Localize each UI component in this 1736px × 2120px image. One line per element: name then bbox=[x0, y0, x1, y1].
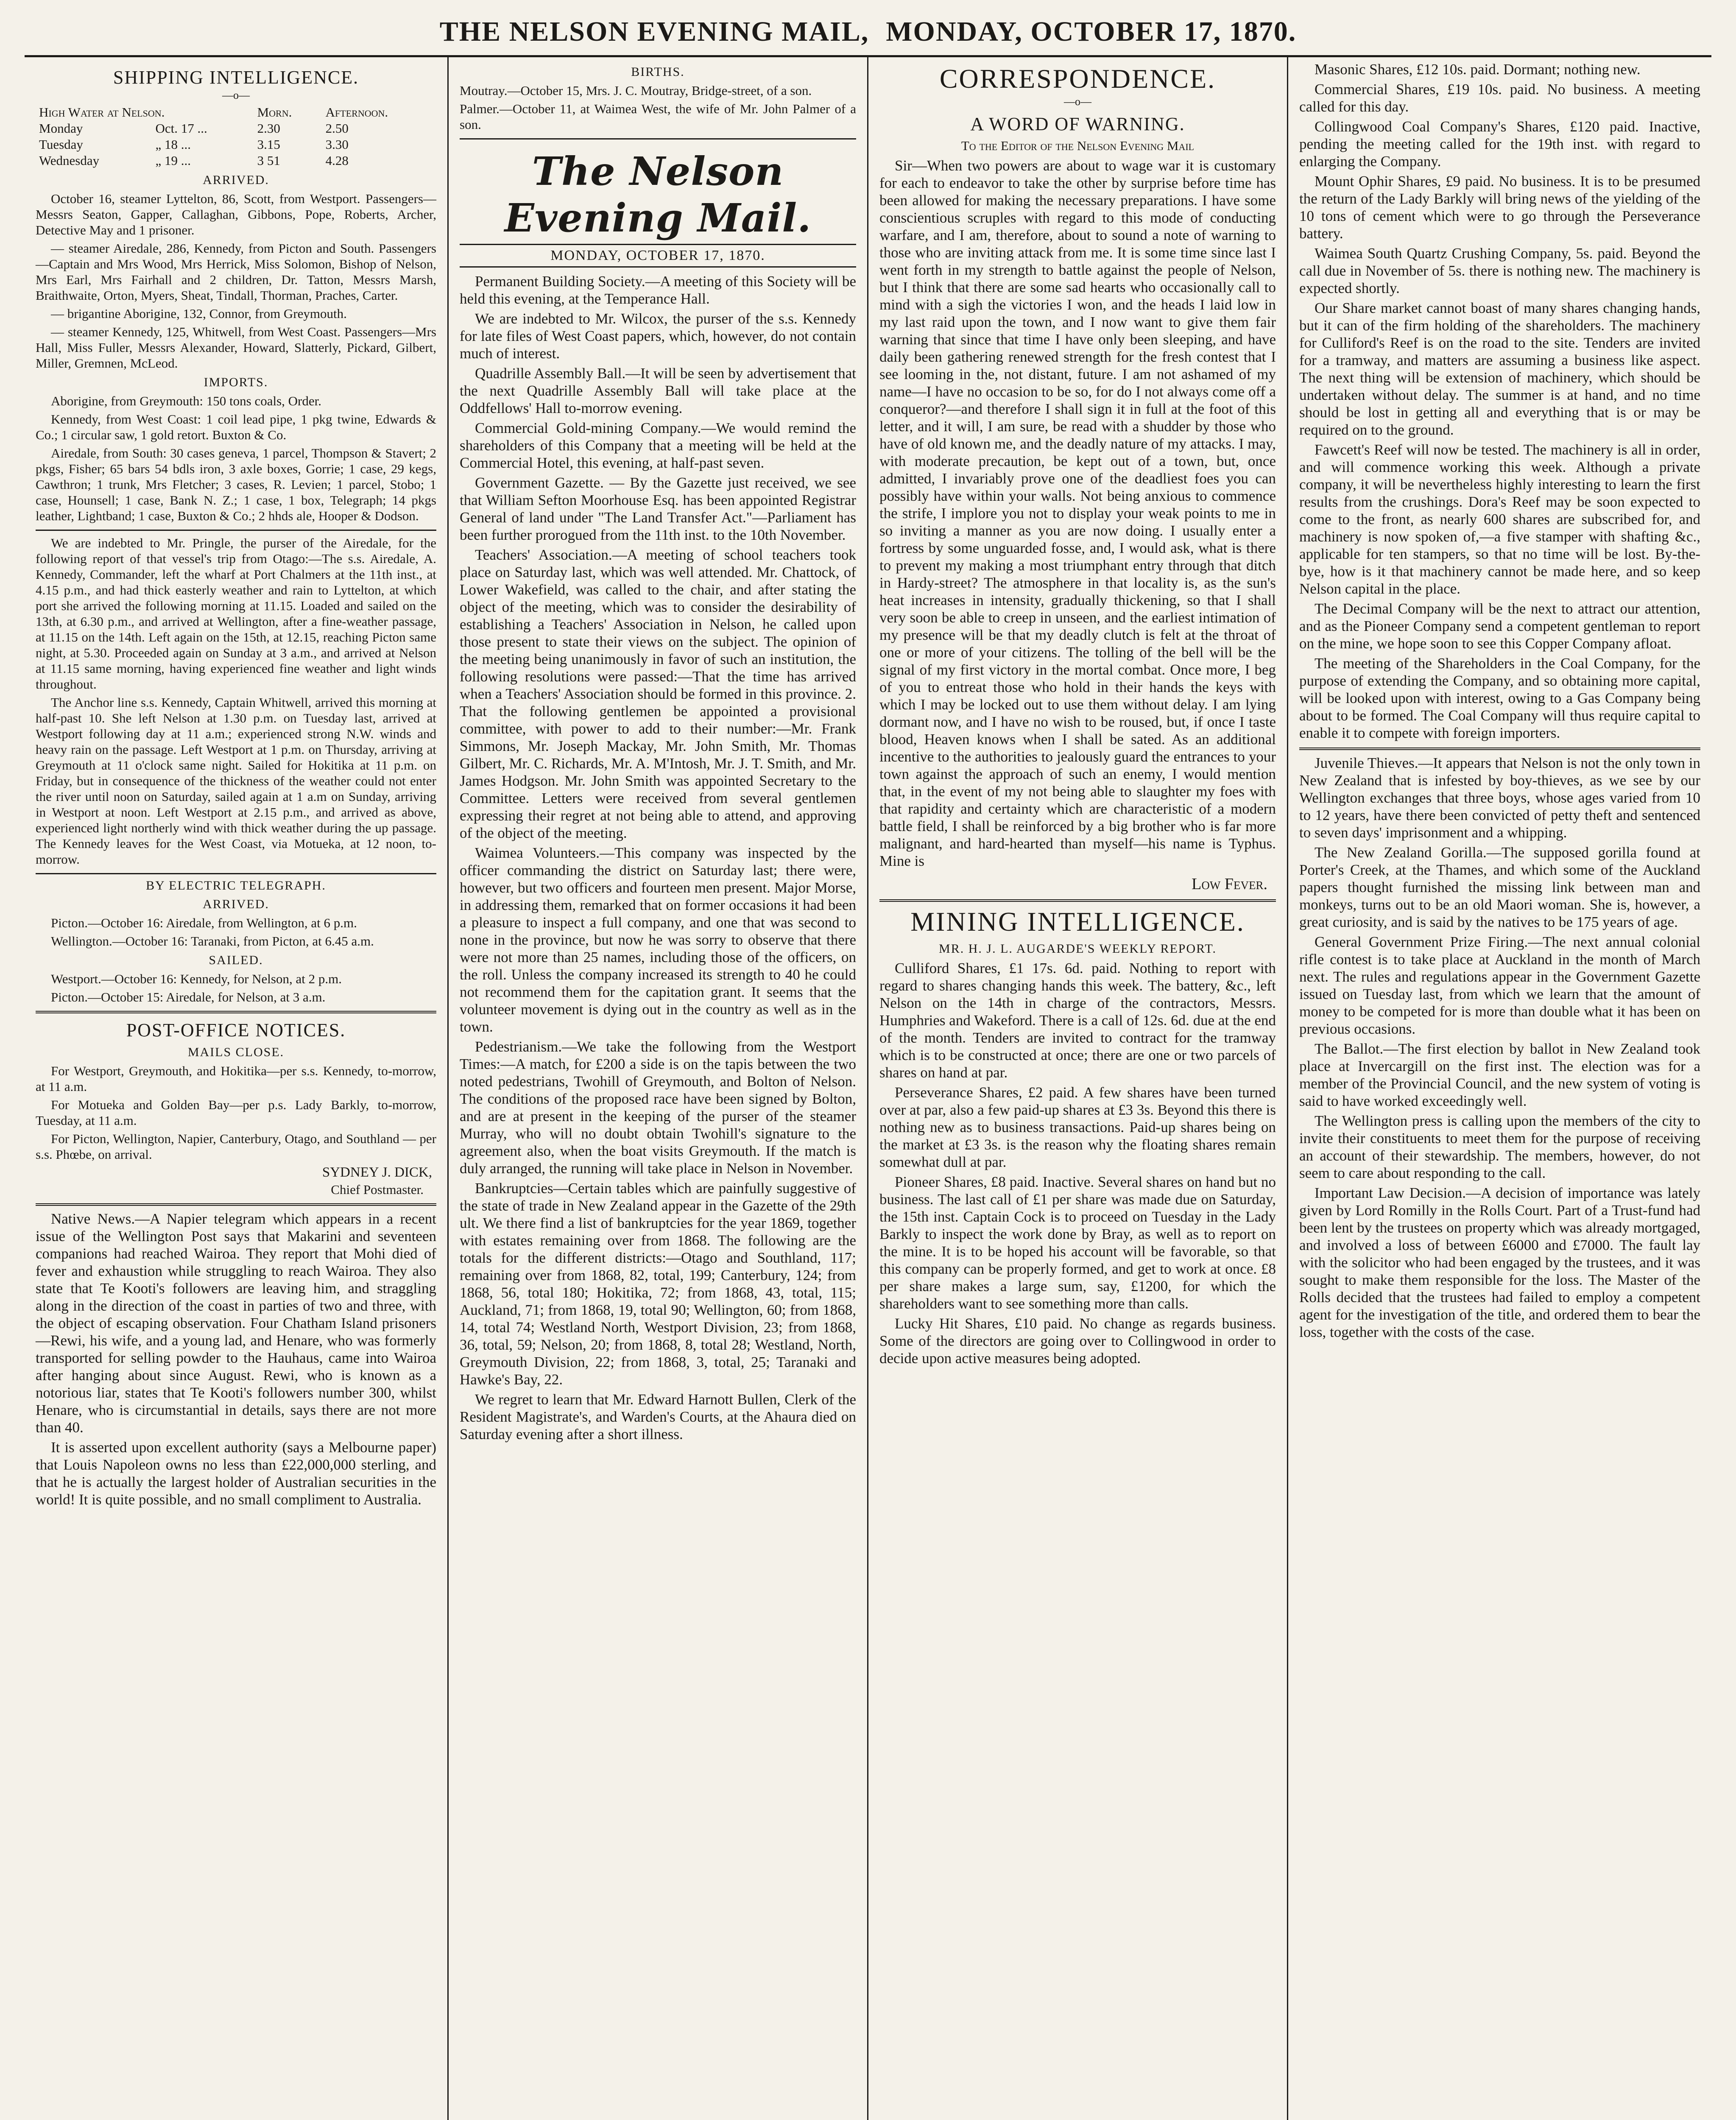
mail-entry: For Westport, Greymouth, and Hokitika—per s.s. Kennedy, to-morrow, at 11 a.m. bbox=[36, 1063, 436, 1094]
mining-entry: The meeting of the Shareholders in the Coal Company, for the purpose of extending the Company, and so obtaining more capital, will be looked upon with interest, owing to a Gas Company being about to be formed. The Coal Company will thus require capital to enable it to compete with foreign importers. bbox=[1299, 655, 1700, 741]
ship-report: The Anchor line s.s. Kennedy, Captain Whitwell, arrived this morning at half-past 10. She left Nelson at 1.30 p.m. on Tuesday last, arrived at Westport following day at 11 a.m.; experienced strong N.W. winds and heavy rain on the passage. Left Westport at 1 p.m. on Thursday, arriving at Greymouth at 11 o'clock same night. Sailed for Hokitika at 11 p.m. on Friday, but in consequence of the thickness of the weather could not enter the river until noon on Saturday, sailed again at 1 a.m on Sunday, arriving in Westport at noon. Left Westport at 2.15 p.m., and arrived as above, experienced light northerly wind with thick weather during the up passage. The Kennedy leaves for the West Coast, via Motueka, at 12 noon, to-morrow. bbox=[36, 695, 436, 867]
birth-entry: Palmer.—October 11, at Waimea West, the wife of Mr. John Palmer of a son. bbox=[460, 101, 856, 132]
editorial-dateline: MONDAY, OCTOBER 17, 1870. bbox=[460, 244, 856, 268]
news-paragraph: Waimea Volunteers.—This company was inspected by the officer commanding the district on Saturday last; there were, however, but two officers and fourteen men present. Major Morse, in addressing them, remarked that on former occasions it had been a pleasure to inspect a full company, and one that was second to none in the province, but now he was sorry to observe that there were not more than 25 names, including those of the officers, on the roll. Unless the company increased its strength to 40 he could not recommend them for the capitation grant. It seems that the volunteer movement is dying out in the country as well as in the town. bbox=[460, 845, 856, 1035]
news-paragraph: Permanent Building Society.—A meeting of this Society will be held this evening, at the Temperance Hall. bbox=[460, 273, 856, 307]
tide-aft: 2.50 bbox=[325, 121, 349, 136]
news-paragraph: It is asserted upon excellent authority (says a Melbourne paper) that Louis Napoleon owns no less than £22,000,000 sterling, and that he is actually the largest holder of Australian securities in the world! It is quite possible, and no small compliment to Australia. bbox=[36, 1439, 436, 1508]
mining-entry: Mount Ophir Shares, £9 paid. No business. It is to be presumed the return of the Lady Barkly will bring news of the yielding of the 10 tons of cement which were to go through the Perseverance battery. bbox=[1299, 173, 1700, 242]
news-paragraph: Important Law Decision.—A decision of importance was lately given by Lord Romilly in the Rolls Court. Part of a Trust-fund had been lent by the trustees on property which was already mortgaged, and involved a loss of between £6000 and £7000. The fault lay with the solicitor who had been engaged by the trustees, and it was sought to make them responsible for the loss. The Master of the Rolls decided that the trustees had failed to employ a competent agent for the investigation of the title, and ordered them to bear the loss, together with the costs of the case. bbox=[1299, 1185, 1700, 1340]
divider bbox=[1299, 748, 1700, 750]
news-paragraph: Government Gazette. — By the Gazette just received, we see that William Sefton Moorhouse Esq. has been appointed Registrar General of land under "The Land Transfer Act."—Parliament has been further prorogued from the 11th inst. to the 10th November. bbox=[460, 474, 856, 543]
tide-aft-header: Afternoon. bbox=[325, 105, 388, 120]
tide-row bbox=[36, 120, 436, 137]
divider bbox=[460, 138, 856, 139]
sailed-label: SAILED. bbox=[209, 953, 263, 967]
divider bbox=[879, 899, 1276, 902]
tide-morn: 3.15 bbox=[257, 137, 280, 152]
masthead-paper: THE NELSON EVENING MAIL, bbox=[439, 16, 869, 47]
masthead-date: MONDAY, OCTOBER 17, 1870. bbox=[886, 16, 1297, 47]
mining-entry: Culliford Shares, £1 17s. 6d. paid. Nothing to report with regard to shares changing hands this week. The battery, &c., left Nelson on the 14th in charge of the contractors, Messrs. Humphries and Wakeford. There is a call of 12s. 6d. due at the end of the month. Tenders are invited to contract for the tramway which is to be constructed at once; there are one or two parcels of shares on hand at par. bbox=[879, 960, 1276, 1081]
tide-date: „ 18 ... bbox=[155, 137, 191, 152]
mail-entry: For Picton, Wellington, Napier, Canterbury, Otago, and Southland — per s.s. Phœbe, on arrival. bbox=[36, 1131, 436, 1162]
birth-entry: Moutray.—October 15, Mrs. J. C. Moutray, Bridge-street, of a son. bbox=[460, 83, 812, 98]
postmaster-title: Chief Postmaster. bbox=[331, 1182, 424, 1197]
tide-row bbox=[36, 137, 436, 153]
import-entry: Kennedy, from West Coast: 1 coil lead pipe, 1 pkg twine, Edwards & Co.; 1 circular saw, 1 gold retort. Buxton & Co. bbox=[36, 412, 436, 442]
sailed-entry: Westport.—October 16: Kennedy, for Nelson, at 2 p.m. bbox=[51, 971, 342, 986]
columns bbox=[25, 57, 1711, 2120]
mining-entry: The Decimal Company will be the next to attract our attention, and as the Pioneer Company send a competent gentleman to report on the mine, we hope soon to see this Copper Company afloat. bbox=[1299, 600, 1700, 652]
tide-aft: 3.30 bbox=[325, 137, 349, 152]
telegraph-entry: Picton.—October 16: Airedale, from Wellington, at 6 p.m. bbox=[51, 915, 357, 930]
mining-entry: Waimea South Quartz Crushing Company, 5s. paid. Beyond the call due in November of 5s. there is nothing new. The machinery is expected shortly. bbox=[1299, 245, 1700, 296]
imports-label: IMPORTS. bbox=[204, 375, 268, 389]
news-paragraph: Juvenile Thieves.—It appears that Nelson is not the only town in New Zealand that is infested by boy-thieves, as we see by our Wellington exchanges that three boys, whose ages varied from 10 to 12 years, have there been convicted of petty theft and sentenced to seven days' imprisonment and a whipping. bbox=[1299, 755, 1700, 841]
news-paragraph: We regret to learn that Mr. Edward Harnott Bullen, Clerk of the Resident Magistrate's, and Warden's Courts, at the Ahaura died on Saturday evening after a short illness. bbox=[460, 1391, 856, 1442]
correspondence-heading: CORRESPONDENCE. bbox=[939, 64, 1216, 94]
letter-body: Sir—When two powers are about to wage war it is customary for each to endeavor to take the other by surprise before time has been allowed for making the necessary preparations. I have some conscientious scruples with regard to this mode of conducting warfare, and I am, therefore, about to sound a note of warning to those who are inviting attack from me. It is some time since last I went forth in my strength to battle against the people of Nelson, but I think that there are some sad hearts who occasionally call to mind with a sigh the victories I won, and the heads I laid low in my last raid upon the town, and I now want to give them fair warning that since that time I have only been sleeping, and have daily been gathering renewed strength for the fresh contest that I see looming in the, not distant, future. I am not ashamed of my name—I have no occasion to be so, for do I not always come off a conqueror?—and therefore I shall sign it in full at the foot of this letter, and it will, I am sure, be read with a shudder by those who have of old known me, and the deadly nature of my attacks. I may, with moderate precaution, be kept out of a town, but, once admitted, I invariably prove one of the deadliest foes you can possibly have within your walls. Not being anxious to commence the strife, I implore you not to display your weak points to me in so inviting a manner as you are now doing. I usually enter a fortress by some unguarded fosse, and, I would ask, what is there to prevent my making a most triumphant entry through that ditch in Hardy-street? The atmosphere in that locality is, as the sun's heat increases in intensity, gradually thickening, so that I shall very soon be able to creep in unseen, and the earliest intimation of my presence will be that my deadly clutch is felt at the throat of one or more of your citizens. The tolling of the bell will be the signal of my first victory in the mortal combat. Once more, I beg of you to entreat those who hold in their hands the keys with which I may be locked out to use them without delay. I am lying dormant now, and I have no wish to be roused, but, if once I taste blood, Heaven knows when I shall be sated. As an additional incentive to the authorities to jealously guard the entrances to your town against the approach of such an enemy, I would mention that, in the event of my not being able to slaughter my foes with that rapidity and certainty which are characteristic of a modern battle field, I shall be reinforced by a big brother who is far more malignant, and hard-hearted than myself—his name is Typhus. Mine is bbox=[879, 157, 1276, 869]
news-paragraph: Bankruptcies—Certain tables which are painfully suggestive of the state of trade in New Zealand appear in the Gazette of the 29th ult. We there find a list of bankruptcies for the year 1869, together with estates remaining over from 1868. The following are the totals for the different districts:—Otago and Southland, 117; remaining over from 1868, 82, total, 199; Canterbury, 124; from 1868, 56, total 180; Hokitika, 72; from 1868, 43, total, 115; Auckland, 71; from 1868, 19, total 90; Wellington, 60; from 1868, 14, total 74; Westland North, Westport Division, 23; from 1868, 36, total, 59; Nelson, 20; from 1868, 8, total 28; Westland, North, Greymouth Division, 22; from 1868, 3, total, 25; Taranaki and Hawke's Bay, 22. bbox=[460, 1180, 856, 1388]
news-paragraph: We are indebted to Mr. Wilcox, the purser of the s.s. Kennedy for late files of West Coast papers, which, however, do not contain much of interest. bbox=[460, 310, 856, 362]
post-heading: POST-OFFICE NOTICES. bbox=[126, 1020, 346, 1040]
tide-morn-header: Morn. bbox=[257, 105, 292, 120]
column-1 bbox=[25, 57, 449, 2120]
arrival-entry: — brigantine Aborigine, 132, Connor, from Greymouth. bbox=[51, 306, 347, 321]
column-4 bbox=[1288, 57, 1711, 2120]
mining-entry: Pioneer Shares, £8 paid. Inactive. Several shares on hand but no business. The last call of £1 per share was made due on Saturday, the 15th inst. Captain Cock is to proceed on Tuesday in the Lady Barkly to inspect the work done by Bray, as well as to report on the mine. It is to be hoped his account will be favorable, so that this company can be properly formed, and get to work at once. £8 per share makes a large sum, say, £1200, for which the shareholders want to see something more than calls. bbox=[879, 1174, 1276, 1312]
mining-entry: Commercial Shares, £19 10s. paid. No business. A meeting called for this day. bbox=[1299, 81, 1700, 115]
ornament: —o— bbox=[222, 89, 250, 101]
shipping-heading: SHIPPING INTELLIGENCE. bbox=[113, 67, 359, 88]
arrival-entry: — steamer Airedale, 286, Kennedy, from Picton and South. Passengers—Captain and Mrs Wood, Mrs Herrick, Miss Solomon, Bishop of Nelson, Mrs Earl, Mrs Fairhall and 2 children, Dr. Tatton, Messrs Marsh, Braithwaite, Orton, Myers, Sheat, Tindall, Thorman, Praches, Carter. bbox=[36, 241, 436, 303]
news-paragraph: Commercial Gold-mining Company.—We would remind the shareholders of this Company that a meeting will be held at the Commercial Hotel, this evening, at half-past seven. bbox=[460, 420, 856, 471]
mails-close: MAILS CLOSE. bbox=[187, 1045, 285, 1059]
divider bbox=[36, 873, 436, 874]
postmaster-signature: SYDNEY J. DICK, bbox=[322, 1165, 432, 1180]
import-entry: Aborigine, from Greymouth: 150 tons coals, Order. bbox=[51, 393, 321, 408]
mining-entry: Collingwood Coal Company's Shares, £120 paid. Inactive, pending the meeting called for the 19th inst. with regard to enlarging the Company. bbox=[1299, 118, 1700, 170]
news-paragraph: Teachers' Association.—A meeting of school teachers took place on Saturday last, which was well attended. Mr. Chattock, of Lower Wakefield, was called to the chair, and after stating the object of the meeting, which was to consider the desirability of establishing a Teachers' Association in Nelson, he called upon those present to state their views on the subject. The opinion of the meeting being unanimously in favor of such an institution, the following resolutions were passed:—That the time has arrived when a Teachers' Association should be formed in this province. 2. That the following gentlemen be appointed a provisional committee, with power to add to their number:—Mr. Frank Simmons, Mr. Joseph Mackay, Mr. John Smith, Mr. Thomas Gilbert, Mr. C. Richards, Mr. A. M'Intosh, Mr. J. T. Smith, and Mr. James Hodgson. Mr. John Smith was appointed Secretary to the Committee. Letters were received from several gentlemen expressing their regret at not being able to attend, and approving of the object of the meeting. bbox=[460, 547, 856, 841]
arrival-entry: October 16, steamer Lyttelton, 86, Scott, from Westport. Passengers—Messrs Seaton, Gapper, Callaghan, Gibbons, Pope, Roberts, Archer, Detective May and 1 prisoner. bbox=[36, 191, 436, 237]
tide-date: „ 19 ... bbox=[155, 153, 191, 168]
divider bbox=[36, 1011, 436, 1013]
telegraph-label: BY ELECTRIC TELEGRAPH. bbox=[146, 879, 326, 893]
news-paragraph: The Ballot.—The first election by ballot in New Zealand took place at Invercargill on the first inst. The election was for a member of the Provincial Council, and the new system of voting is said to have worked exceedingly well. bbox=[1299, 1040, 1700, 1109]
news-paragraph: Quadrille Assembly Ball.—It will be seen by advertisement that the next Quadrille Assembly Ball will take place at the Oddfellows' Hall to-morrow evening. bbox=[460, 365, 856, 416]
mining-subheading: MR. H. J. L. AUGARDE'S WEEKLY REPORT. bbox=[939, 942, 1217, 956]
arrived-label: ARRIVED. bbox=[203, 173, 269, 187]
letter-title: A WORD OF WARNING. bbox=[970, 114, 1185, 134]
letter-signoff: Low Fever. bbox=[1192, 875, 1267, 893]
mining-entry: Fawcett's Reef will now be tested. The machinery is all in order, and will commence working this week. Although a private company, it will be nevertheless highly interesting to learn the first results from the crushings. Dora's Reef may be soon expected to come to the front, as nearly 600 shares are subscribed for, and machinery is now spoken of,—a five stamper with shafting &c., applicable for ten stampers, so that no time will be lost. By-the-bye, how is it that machinery cannot be made here, and so keep Nelson capital in the place. bbox=[1299, 441, 1700, 597]
sailed-entry: Picton.—October 15: Airedale, for Nelson, at 3 a.m. bbox=[51, 990, 326, 1004]
tide-label: High Water at Nelson. bbox=[39, 105, 165, 120]
mining-entry: Masonic Shares, £12 10s. paid. Dormant; nothing new. bbox=[1315, 61, 1641, 78]
telegraph-entry: Wellington.—October 16: Taranaki, from Picton, at 6.45 a.m. bbox=[51, 934, 374, 948]
tel-arrived-label: ARRIVED. bbox=[203, 897, 269, 911]
news-paragraph: General Government Prize Firing.—The next annual colonial rifle contest is to take place at Auckland in the month of March next. The rules and regulations appear in the Government Gazette issued on Tuesday last, from which we learn that the amount of money to be competed for is more than double what it has been on previous occasions. bbox=[1299, 934, 1700, 1037]
births-label: BIRTHS. bbox=[631, 65, 685, 79]
news-paragraph: The Wellington press is calling upon the members of the city to invite their constituents to meet them for the purpose of receiving an account of their stewardship. The members, however, do not seem to care about responding to the call. bbox=[1299, 1113, 1700, 1181]
news-paragraph: Pedestrianism.—We take the following from the Westport Times:—A match, for £200 a side is on the tapis between the two noted pedestrians, Twohill of Greymouth, and Bolton of Nelson. The conditions of the proposed race have been signed by Bolton, and are at present in the keeping of the purser of the steamer Murray, who will no doubt obtain Twohill's signature to the agreement also, when the boat visits Greymouth. If the match is duly arranged, the running will take place in Nelson in November. bbox=[460, 1038, 856, 1177]
ornament: —o— bbox=[1064, 95, 1091, 108]
news-paragraph: Native News.—A Napier telegram which appears in a recent issue of the Wellington Post says that Makarini and seventeen companions had reached Wairoa. They report that Mohi died of fever and exhaustion while struggling to reach Wairoa. They also state that Te Kooti's followers are leaving him, and straggling along in the direction of the coast in parties of two and three, with the object of escaping observation. Four Chatham Island prisoners—Rewi, his wife, and a young lad, and Henare, who was formerly transported for selling powder to the Hauhaus, came into Wairoa after hanging about since August. Rewi, who is known as a notorious liar, states that Te Kooti's followers number 300, whilst Henare, who is circumstantial in details, says there are not more than 40. bbox=[36, 1211, 436, 1436]
ship-report: We are indebted to Mr. Pringle, the purser of the Airedale, for the following report of that vessel's trip from Otago:—The s.s. Airedale, A. Kennedy, Commander, left the wharf at Port Chalmers at the 11th inst., at 4.15 p.m., and had thick easterly weather and rain to Lyttelton, at which port she arrived the following morning at 11.15. Loaded and sailed on the 13th, at 6.30 p.m., and arrived at Wellington, after a fine-weather passage, at 11.15 on the 14th. Left again on the 15th, at 12.15, reaching Picton same night, at 5.30. Proceeded again on Sunday at 3 a.m., and arrived at Nelson at 11.15 same morning, having experienced fine weather and light winds throughout. bbox=[36, 536, 436, 692]
tide-morn: 2.30 bbox=[257, 121, 280, 136]
tide-aft: 4.28 bbox=[325, 153, 349, 168]
tide-date: Oct. 17 ... bbox=[155, 121, 207, 136]
tide-table bbox=[36, 104, 436, 169]
mining-entry: Lucky Hit Shares, £10 paid. No change as regards business. Some of the directors are going over to Collingwood in order to decide upon active measures being adopted. bbox=[879, 1315, 1276, 1367]
tide-morn: 3 51 bbox=[257, 153, 280, 168]
paper-title: The Nelson Evening Mail. bbox=[504, 148, 812, 241]
column-3 bbox=[868, 57, 1288, 2120]
arrival-entry: — steamer Kennedy, 125, Whitwell, from West Coast. Passengers—Mrs Hall, Miss Fuller, Messrs Alexander, Howard, Slatterly, Pickard, Gilbert, Miller, Gremnen, McLeod. bbox=[36, 324, 436, 371]
tide-day: Monday bbox=[39, 121, 83, 136]
column-2 bbox=[449, 57, 868, 2120]
tide-day: Wednesday bbox=[39, 153, 100, 168]
tide-day: Tuesday bbox=[39, 137, 83, 152]
news-paragraph: The New Zealand Gorilla.—The supposed gorilla found at Porter's Creek, at the Thames, and which some of the Auckland papers thought furnished the missing link between man and monkeys, turns out to be an old Maori woman. She is, however, a great curiosity, and is said by the natives to be 175 years of age. bbox=[1299, 844, 1700, 930]
divider bbox=[36, 530, 436, 531]
mining-entry: Perseverance Shares, £2 paid. A few shares have been turned over at par, also a few paid-up shares at £3 3s. Beyond this there is nothing new as to business transactions. Paid-up shares being on the market at £3 3s. is the reason why the floating shares remain somewhat dull at par. bbox=[879, 1084, 1276, 1170]
mail-entry: For Motueka and Golden Bay—per p.s. Lady Barkly, to-morrow, Tuesday, at 11 a.m. bbox=[36, 1097, 436, 1128]
mining-heading: MINING INTELLIGENCE. bbox=[910, 907, 1245, 937]
divider bbox=[36, 1203, 436, 1206]
tide-row bbox=[36, 153, 436, 169]
masthead bbox=[25, 13, 1711, 57]
to-editor: To the Editor of the Nelson Evening Mail bbox=[961, 138, 1195, 153]
import-entry: Airedale, from South: 30 cases geneva, 1 parcel, Thompson & Stavert; 2 pkgs, Fisher; 65 bars 54 bdls iron, 3 axle boxes, Gorrie; 1 case, 29 kegs, Cawthron; 1 trunk, Mrs Fletcher; 3 cases, R. Levien; 1 parcel, Stobo; 1 case, Hounsell; 1 case, Bank N. Z.; 1 case, 1 box, Telegraph; 14 pkgs leather, Lightband; 1 case, Buxton & Co.; 2 hhds ale, Hooper & Dodson. bbox=[36, 446, 436, 523]
mining-entry: Our Share market cannot boast of many shares changing hands, but it can of the firm holding of the shareholders. The machinery for Culliford's Reef is on the road to the site. Tenders are invited for a tramway, and matters are assuming a business like aspect. The next thing will be extension of machinery, which should be undertaken without delay. The summer is at hand, and no time should be lost in getting all and everything that is or may be required on to the ground. bbox=[1299, 300, 1700, 438]
